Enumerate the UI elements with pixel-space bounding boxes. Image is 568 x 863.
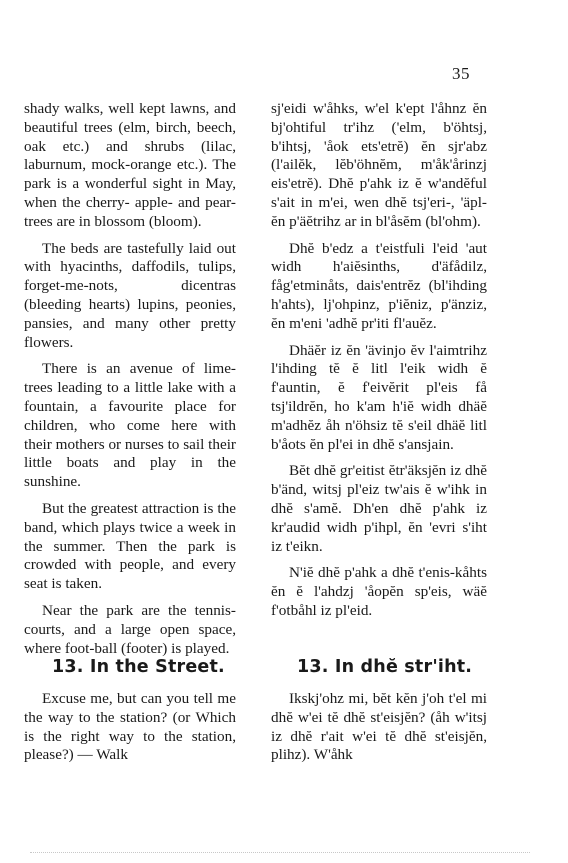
right-paragraph-5: N'iĕ dhĕ p'ahk a dhĕ t'enis-kåhts ĕn ĕ l'ahdzj 'åopĕn sp'eis, wäĕ f'otbåhl iz pl'eid. <box>271 564 487 619</box>
left-paragraph-1: shady walks, well kept lawns, and beautiful trees (elm, birch, beech, oak etc.) and shrubs (lilac, laburnum, mock-orange etc.). The park is a wonderful sight in May, when the cherry- apple- and pear-trees are in blossom (bloom). <box>24 100 236 230</box>
left-paragraph-3: There is an avenue of lime-trees leading to a little lake with a fountain, a favourite place for children, who come here with their mothers or nurses to sail their little boats and play in the sunshine. <box>24 360 236 491</box>
left-paragraph-4: But the greatest attraction is the band, which plays twice a week in the summer. Then the park is crowded with people, and every seat is taken. <box>24 499 236 593</box>
right-column <box>271 100 487 629</box>
section-right-paragraph: Ikskj'ohz mi, bĕt kĕn j'oh t'el mi dhĕ w'ei tĕ dhĕ st'eisjĕn? (åh w'itsj iz dhĕ r'ait w'ei tĕ dhĕ st'eisjĕn, plihz). W'åhk <box>271 690 487 764</box>
right-paragraph-2: Dhĕ b'edz a t'eistfuli l'eid 'aut widh h'aiĕsinths, d'äfådilz, fåg'etminåts, dais'entrĕz (bl'ihding h'ahts), lj'ohpinz, p'iĕniz, p'änziz, ĕn m'eni 'adhĕ pr'iti fl'auĕz. <box>271 239 487 332</box>
section-left-paragraph: Excuse me, but can you tell me the way to the station? (or Which is the right way to the station, please?) — Walk <box>24 690 236 764</box>
section-left-column <box>24 690 236 773</box>
page-number: 35 <box>452 64 470 83</box>
right-paragraph-3: Dhäĕr iz ĕn 'ävinjo ĕv l'aimtrihz l'ihding tĕ ĕ litl l'eik widh ĕ f'auntin, ĕ f'eivĕrit pl'eis få tsj'ildrĕn, ho k'am h'iĕ widh dhäĕ m'adhĕz åh n'öhsiz tĕ s'eil dhäĕ litl b'åots ĕn pl'ei in dhĕ s'ansjain. <box>271 341 487 453</box>
section-heading-transcription: 13. In dhĕ str'iht. <box>297 657 473 677</box>
left-paragraph-5: Near the park are the tennis-courts, and a large open space, where foot-ball (footer) is played. <box>24 601 236 657</box>
section-heading-english: 13. In the Street. <box>52 657 225 677</box>
right-paragraph-4: Bĕt dhĕ gr'eitist ĕtr'äksjĕn iz dhĕ b'änd, witsj pl'eiz tw'ais ĕ w'ihk in dhĕ s'amĕ. Dh'en dhĕ p'ahk iz kr'audid widh p'ihpl, ĕn 'evri s'iht iz t'eikn. <box>271 462 487 555</box>
right-paragraph-1: sj'eidi w'åhks, w'el k'ept l'åhnz ĕn bj'ohtiful tr'ihz ('elm, b'öhtsj, b'ihtsj, 'åok ets'etrĕ) ĕn sjr'abz (l'ailĕk, lĕb'öhnĕm, m'åk'årinzj eis'etrĕ). Dhĕ p'ahk iz ĕ w'andĕful s'ait in m'ei, wen dhĕ tsj'eri-, 'äpl- ĕn p'äĕtrihz ar in bl'åsĕm (bl'ohm). <box>271 100 487 230</box>
bottom-divider <box>30 852 530 853</box>
left-paragraph-2: The beds are tastefully laid out with hyacinths, daffodils, tulips, forget-me-nots, dicentras (bleeding hearts) lupins, peonies, pansies, and many other pretty flowers. <box>24 239 236 351</box>
section-right-column <box>271 690 487 773</box>
left-column <box>24 100 236 666</box>
